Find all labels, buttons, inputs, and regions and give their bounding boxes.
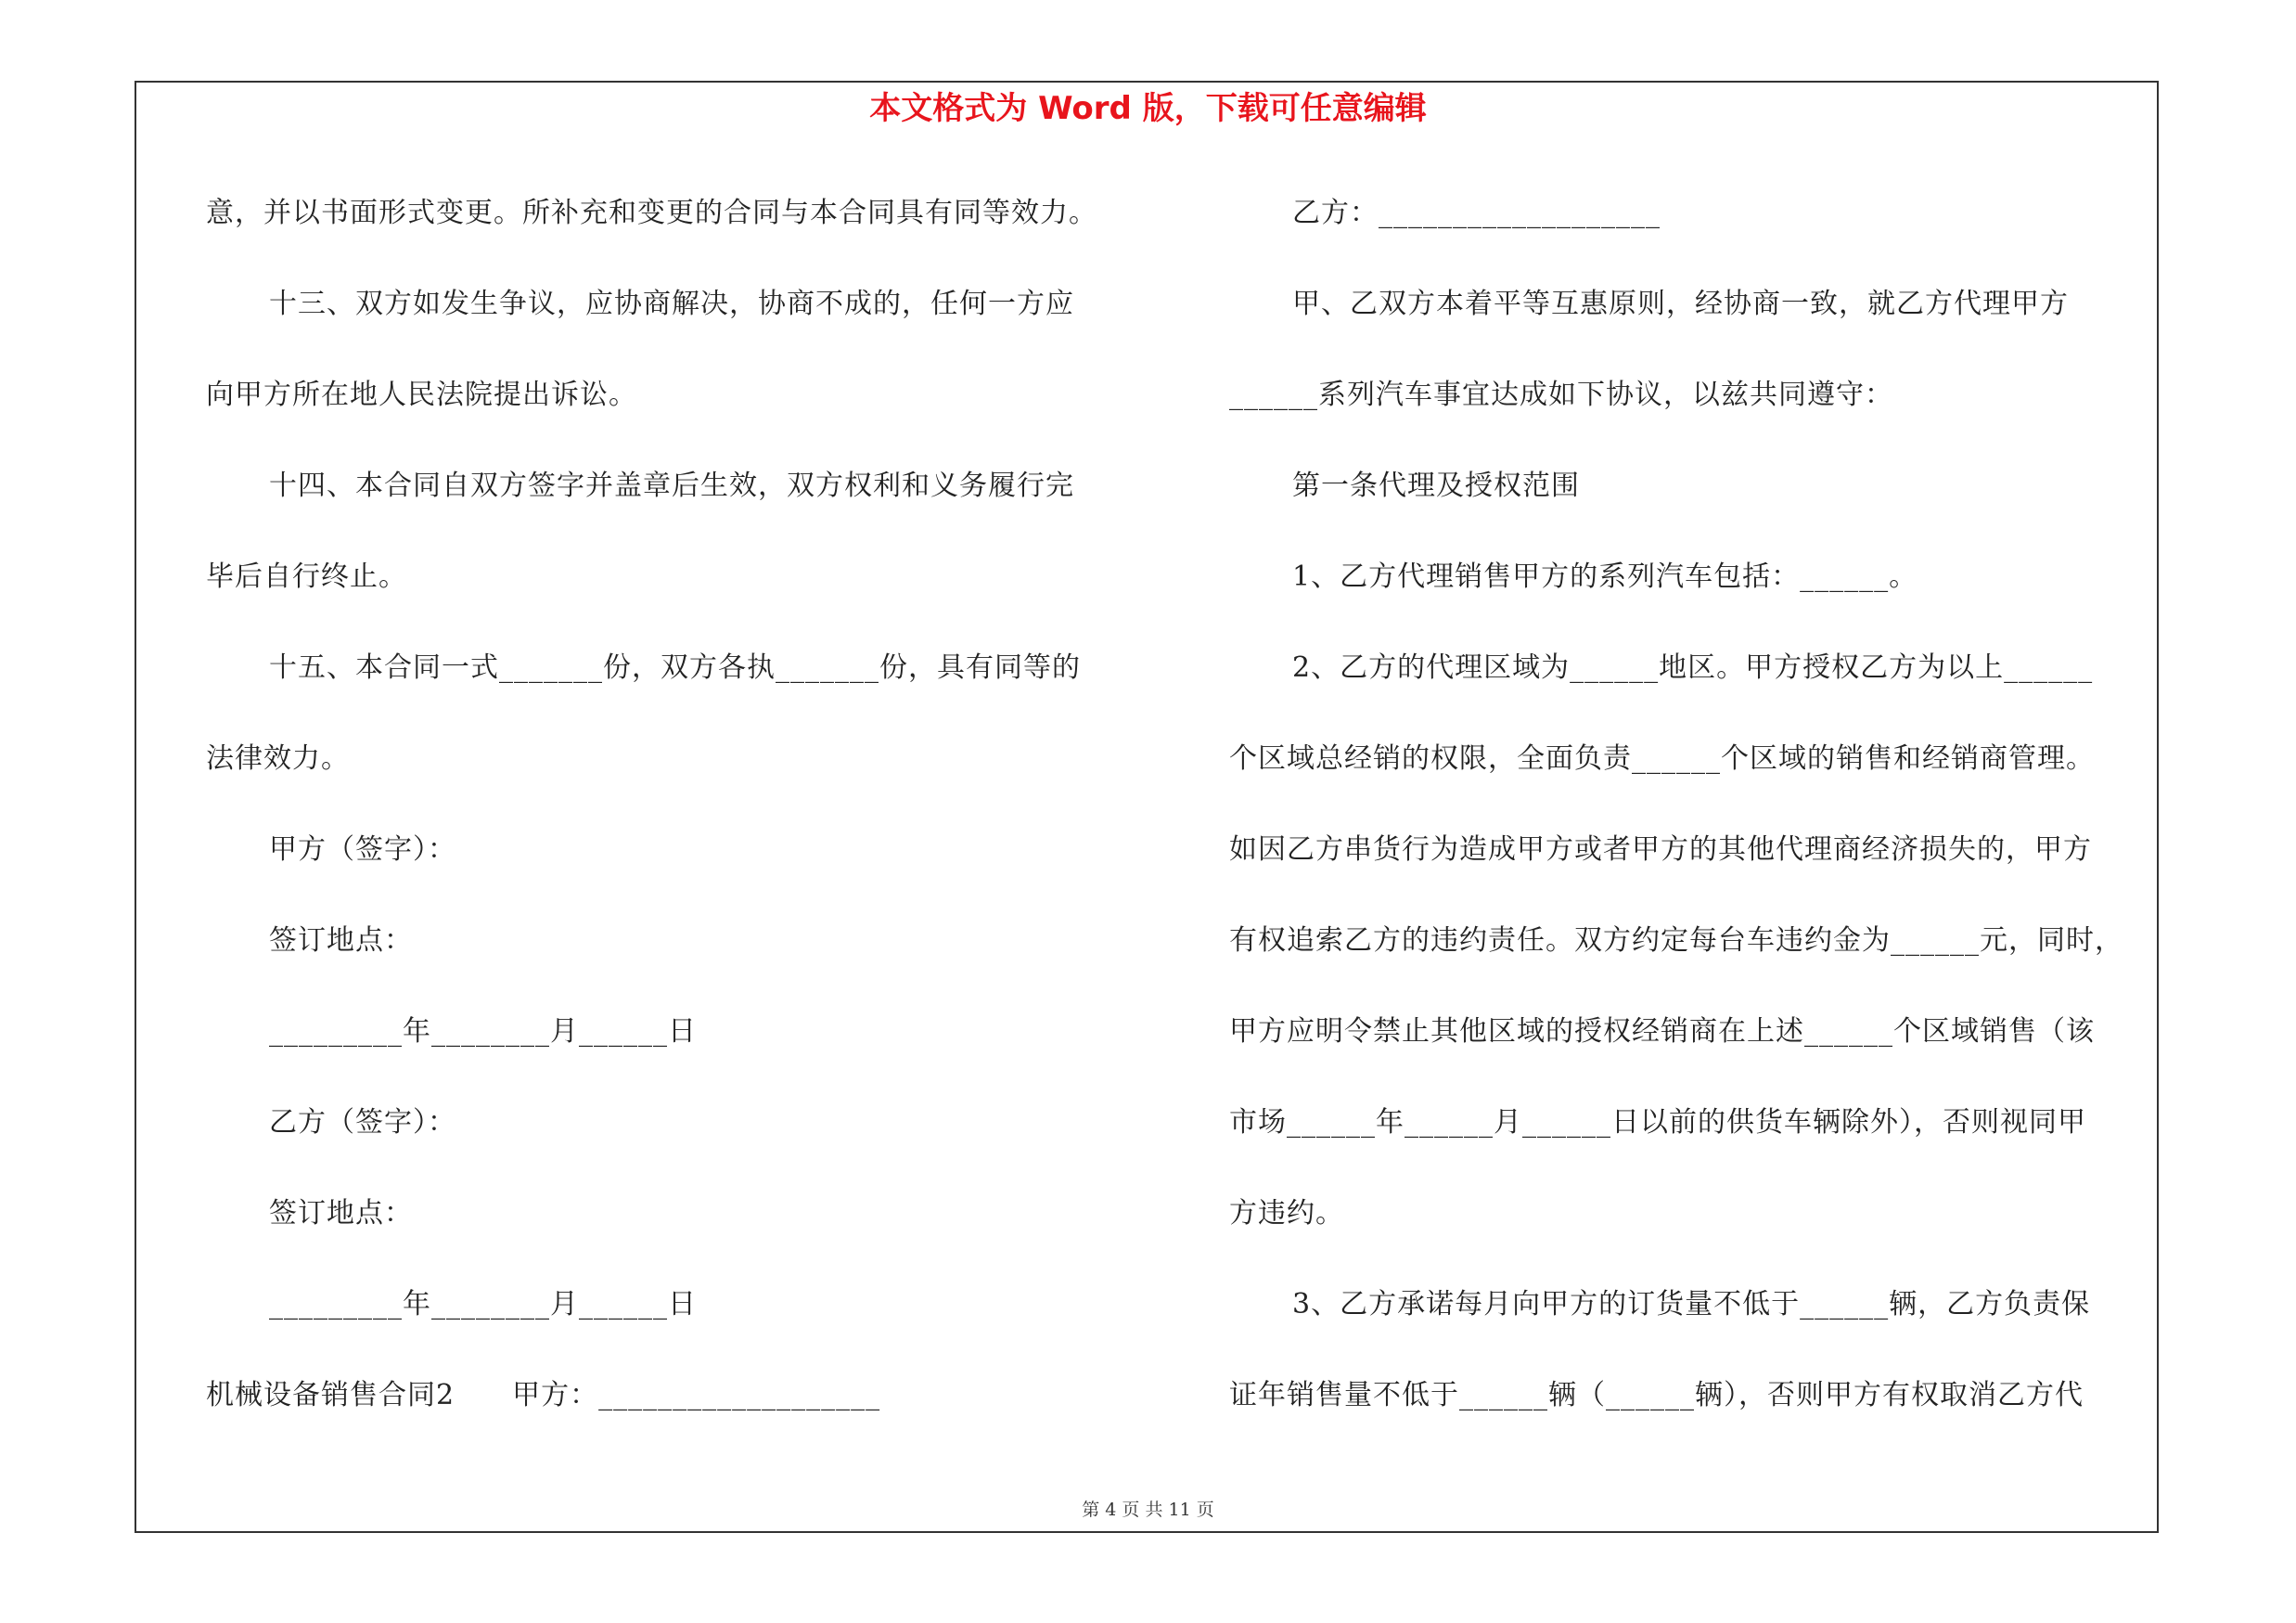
right-line-12: 方违约。 xyxy=(1229,1197,1344,1230)
right-line-2: 甲、乙双方本着平等互惠原则，经协商一致，就乙方代理甲方 xyxy=(1292,288,2069,320)
right-line-9: 有权追索乙方的违约责任。双方约定每台车违约金为______元，同时， xyxy=(1229,924,2123,957)
page-number: 第 4 页 共 11 页 xyxy=(1082,1500,1214,1520)
left-line-7: 法律效力。 xyxy=(206,742,350,775)
date-blank-a: _________年________月______日 xyxy=(269,1015,697,1048)
date-blank-b: _________年________月______日 xyxy=(269,1288,697,1320)
word-format-banner: 本文格式为 Word 版，下载可任意编辑 xyxy=(869,90,1427,127)
left-line-6: 十五、本合同一式_______份，双方各执_______份，具有同等的 xyxy=(269,651,1081,684)
right-line-6: 2、乙方的代理区域为______地区。甲方授权乙方为以上______ xyxy=(1292,651,2094,684)
party-a-signature-label: 甲方（签字）： xyxy=(269,833,456,866)
right-line-1: 乙方：___________________ xyxy=(1292,197,1661,229)
right-line-14: 证年销售量不低于______辆（______辆），否则甲方有权取消乙方代 xyxy=(1229,1379,2084,1411)
left-line-3: 向甲方所在地人民法院提出诉讼。 xyxy=(206,379,637,411)
right-line-7: 个区域总经销的权限，全面负责______个区域的销售和经销商管理。 xyxy=(1229,742,2095,775)
left-line-2: 十三、双方如发生争议，应协商解决，协商不成的，任何一方应 xyxy=(269,288,1074,320)
left-line-1: 意，并以书面形式变更。所补充和变更的合同与本合同具有同等效力。 xyxy=(206,197,1097,229)
right-line-13: 3、乙方承诺每月向甲方的订货量不低于______辆，乙方负责保 xyxy=(1292,1288,2091,1320)
article-1-heading: 第一条代理及授权范围 xyxy=(1292,470,1580,502)
signing-place-label-a: 签订地点： xyxy=(269,924,413,957)
signing-place-label-b: 签订地点： xyxy=(269,1197,413,1230)
right-line-8: 如因乙方串货行为造成甲方或者甲方的其他代理商经济损失的，甲方 xyxy=(1229,833,2092,866)
left-line-4: 十四、本合同自双方签字并盖章后生效，双方权利和义务履行完 xyxy=(269,470,1074,502)
party-b-signature-label: 乙方（签字）： xyxy=(269,1106,456,1139)
right-line-10: 甲方应明令禁止其他区域的授权经销商在上述______个区域销售（该 xyxy=(1229,1015,2095,1048)
left-line-5: 毕后自行终止。 xyxy=(206,560,407,593)
right-line-5: 1、乙方代理销售甲方的系列汽车包括：______。 xyxy=(1292,560,1918,593)
right-line-11: 市场______年______月______日以前的供货车辆除外），否则视同甲 xyxy=(1229,1106,2086,1139)
contract-2-heading: 机械设备销售合同2 甲方：___________________ xyxy=(206,1379,881,1411)
right-line-3: ______系列汽车事宜达成如下协议，以兹共同遵守： xyxy=(1229,379,1893,411)
